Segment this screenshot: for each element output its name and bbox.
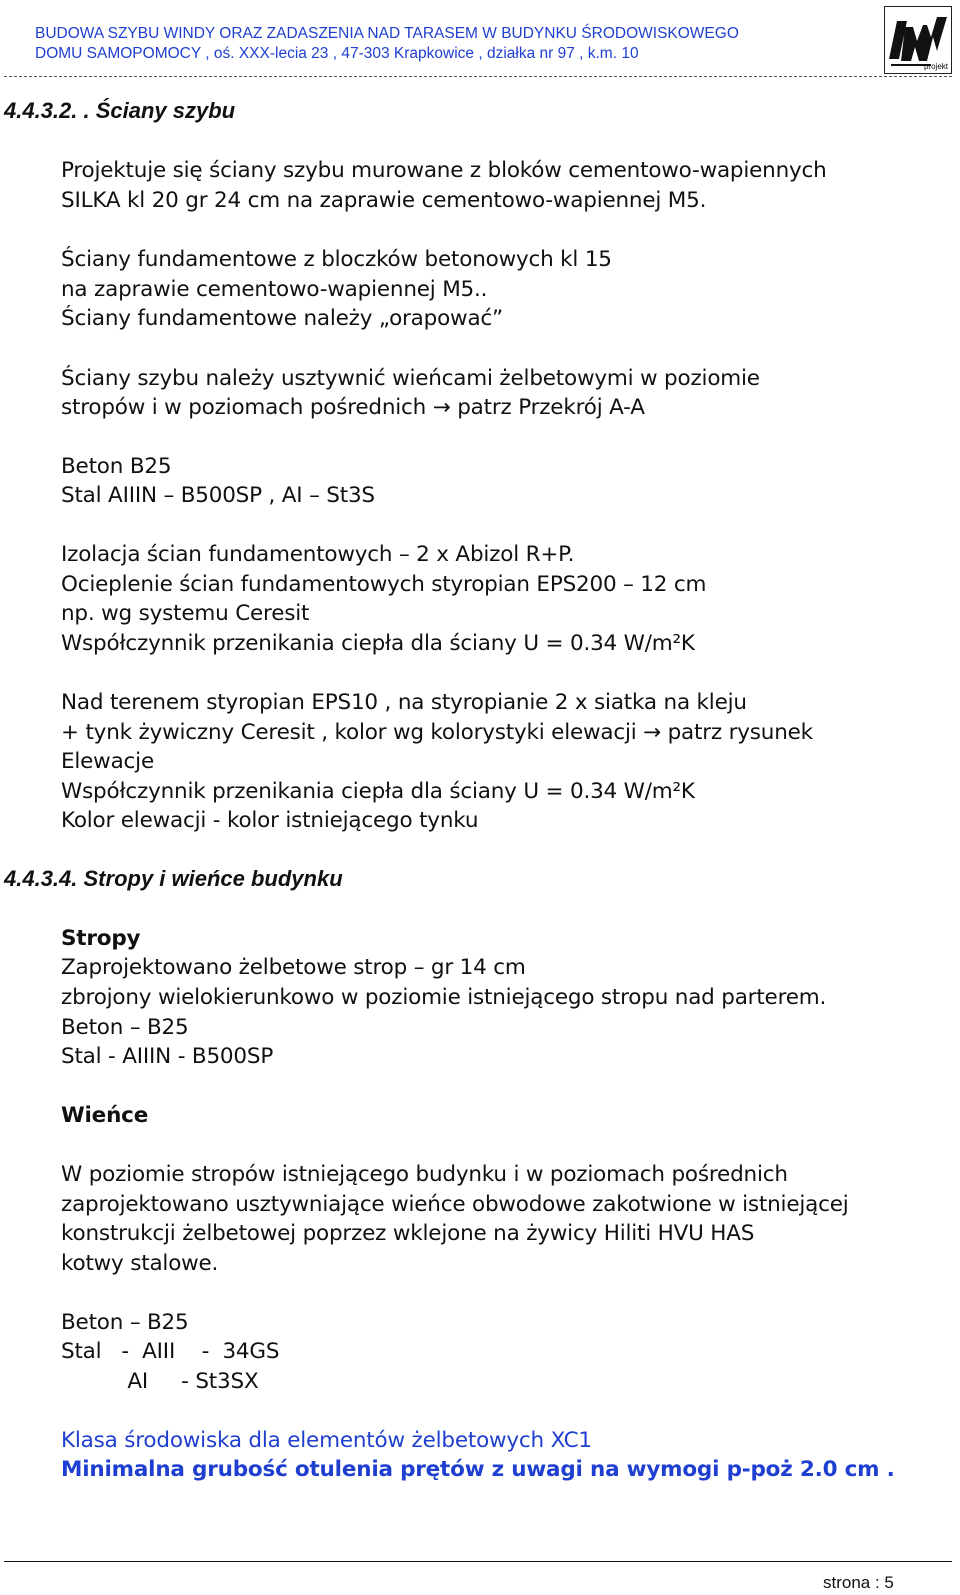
header-divider [4,76,952,77]
text-line: AI - St3SX [61,1369,259,1394]
text-line: zbrojony wielokierunkowo w poziomie istniejącego stropu nad parterem. [61,985,827,1010]
company-logo [884,6,952,74]
text-line: Kolor elewacji - kolor istniejącego tynku [61,808,479,833]
exposure-class-note: Klasa środowiska dla elementów żelbetowych XC1 [61,1428,592,1453]
text-line: Izolacja ścian fundamentowych – 2 x Abizol R+P. [61,542,575,567]
text-line: Zaprojektowano żelbetowe strop – gr 14 cm [61,955,526,980]
text-line: Ściany fundamentowe z bloczków betonowych kl 15 [61,247,612,272]
section-heading-walls: 4.4.3.2. . Ściany szybu [4,98,236,123]
logo-text: projekt [923,62,948,71]
page-number: strona : 5 [823,1573,894,1592]
text-line: Ściany fundamentowe należy „orapować” [61,306,503,331]
text-line: Beton – B25 [61,1310,189,1335]
text-line: Stal AIIIN – B500SP , AI – St3S [61,483,375,508]
subheading-wience: Wieńce [61,1103,149,1128]
text-line: Nad terenem styropian EPS10 , na styropianie 2 x siatka na kleju [61,690,747,715]
subheading-stropy: Stropy [61,926,141,951]
text-line: W poziomie stropów istniejącego budynku i w poziomach pośrednich [61,1162,788,1187]
text-line: Elewacje [61,749,154,774]
text-line: np. wg systemu Ceresit [61,601,310,626]
text-line: Ocieplenie ścian fundamentowych styropian EPS200 – 12 cm [61,572,707,597]
text-line: Współczynnik przenikania ciepła dla ściany U = 0.34 W/m²K [61,631,695,656]
section-heading-slabs: 4.4.3.4. Stropy i wieńce budynku [4,866,343,891]
text-line: + tynk żywiczny Ceresit , kolor wg kolorystyki elewacji → patrz rysunek [61,720,813,745]
text-line: Ściany szybu należy usztywnić wieńcami żelbetowymi w poziomie [61,366,760,391]
text-line: zaprojektowano usztywniające wieńce obwodowe zakotwione w istniejącej [61,1192,849,1217]
header-title-line1: BUDOWA SZYBU WINDY ORAZ ZADASZENIA NAD TARASEM W BUDYNKU ŚRODOWISKOWEGO [35,25,739,42]
text-line: Współczynnik przenikania ciepła dla ściany U = 0.34 W/m²K [61,779,695,804]
text-line: SILKA kl 20 gr 24 cm na zaprawie cementowo-wapiennej M5. [61,188,707,213]
document-header [35,24,739,64]
text-line: Projektuje się ściany szybu murowane z bloków cementowo-wapiennych [61,158,827,183]
text-line: konstrukcji żelbetowej poprzez wklejone na żywicy Hiliti HVU HAS [61,1221,755,1246]
text-line: Stal - AIIIN - B500SP [61,1044,274,1069]
text-line: Stal - AIII - 34GS [61,1339,280,1364]
header-title-line2: DOMU SAMOPOMOCY , oś. XXX-lecia 23 , 47-303 Krapkowice , działka nr 97 , k.m. 10 [35,45,639,62]
concrete-cover-note: Minimalna grubość otulenia prętów z uwagi na wymogi p-poż 2.0 cm . [61,1457,895,1482]
text-line: na zaprawie cementowo-wapiennej M5.. [61,277,488,302]
text-line: Beton – B25 [61,1015,189,1040]
text-line: stropów i w poziomach pośrednich → patrz Przekrój A-A [61,395,645,420]
text-line: kotwy stalowe. [61,1251,219,1276]
text-line: Beton B25 [61,454,172,479]
footer-divider [4,1561,952,1562]
